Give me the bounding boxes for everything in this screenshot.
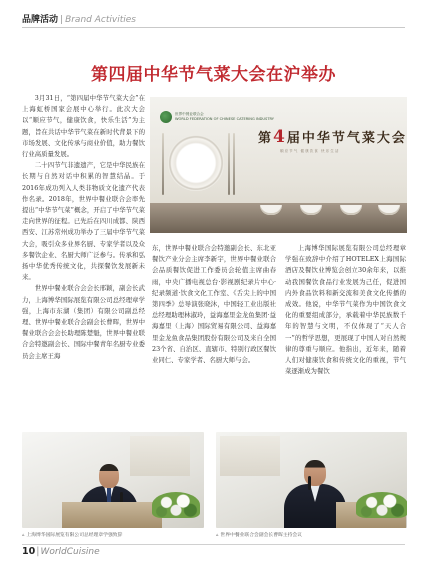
federation-logo-icon	[160, 111, 172, 123]
photo-caption-2	[216, 531, 302, 538]
page-number: 10	[22, 546, 36, 557]
paragraph: 3月31日，“第四届中华节气菜大会”在上海虹桥国家会展中心举行。此次大会以“顺应节气，健康饮食，快乐生活”为主题，旨在共话中华节气菜在新时代背景下的市场发展、文化传承与商业价值，助力餐饮行业高质量发展。	[22, 94, 145, 159]
speaker-photo-2	[216, 432, 407, 528]
footer-divider: |	[36, 546, 40, 557]
page-footer	[22, 546, 100, 557]
section-header	[22, 12, 136, 25]
caption-text: 世界中餐业联合会副会长曹晖主持会议	[220, 533, 302, 538]
backdrop-screen	[220, 436, 280, 476]
article-column-1	[22, 93, 145, 362]
banner-title-number: 4	[273, 127, 287, 147]
speaker-head	[99, 464, 119, 488]
event-banner-photo	[150, 97, 407, 233]
knife-icon	[162, 133, 164, 195]
banner-title-prefix: 第	[258, 131, 274, 146]
footer-rule	[22, 544, 405, 545]
article-headline: 第四届中华节气菜大会在沪举办	[91, 65, 336, 85]
article-column-2	[152, 243, 276, 366]
photo-caption-1	[22, 531, 122, 538]
microphone-icon	[308, 476, 311, 490]
caption-text: 上海博华国际展览有限公司总经理章学强致辞	[26, 533, 123, 538]
paragraph: 上海博华国际展览有限公司总经理章学强在致辞中介绍了HOTELEX上海国际酒店及餐饮业博览会创立30余年来，以推动我国餐饮食品行业发展为己任，促进国内外食品饮料和新交流和美食文化传播的成效。他说，中华节气菜作为中国饮食文化的重要组成部分，承载着中华民族数千年的智慧与文明，不仅体现了“天人合一”的哲学思想，更展现了中国人对自然规律的尊重与顺应。他指出，近年来，随着人们对健康饮食和传统文化的重视，节气菜逐渐成为餐饮	[285, 244, 406, 376]
magazine-name: WorldCuisine	[40, 547, 100, 557]
federation-logo-text: 世界中餐业联合会 WORLD FEDERATION OF CHINESE CATERING INDUSTRY	[175, 112, 274, 121]
section-title: 品牌活动	[22, 15, 59, 25]
section-divider: |	[60, 15, 64, 25]
header-rule	[22, 27, 405, 28]
section-title-english: Brand Activities	[65, 15, 136, 25]
backdrop-screen	[130, 436, 190, 476]
spoon-icon	[233, 133, 235, 195]
article-column-3	[285, 243, 406, 377]
caption-triangle-icon: ▵	[216, 533, 219, 538]
flower-arrangement	[152, 492, 200, 518]
banner-tagline: 顺应节气 健康饮食 快乐生活	[280, 149, 340, 153]
caption-triangle-icon: ▵	[22, 533, 25, 538]
fork-icon	[228, 133, 230, 195]
banner-title	[258, 127, 407, 147]
podium	[62, 502, 162, 528]
banner-title-suffix: 届中华节气菜大会	[286, 131, 407, 146]
paragraph: 二十四节气非遗遗产，它是中华民族在长期与自然对话中积累的智慧结晶。于2016年成功列入人类非物质文化遗产代表作名录。2018年，世界中餐业联合会率先提出“中华节气菜”概念，开启了中华节气菜走向世界的征程。已先后在四川成都、陕西西安、江苏常州成功举办了三届中华节气菜大会，吸引众多业界名厨、专家学者以及众多餐饮企业、名厨大师广泛参与。传承和弘扬中华优秀传统文化，共探餐饮发展新未来。	[22, 161, 145, 282]
speaker-photo-1	[22, 432, 204, 528]
paragraph: 东，世界中餐业联合会特邀副会长、东北亚餐饮产业分会主席李新宇，世界中餐业联合会品质餐饮促进工作委员会轮值主席曲春雨，中央广播电视总台·影视剧纪录片中心·纪录频道·饮食文化工作室、《舌尖上的中国第四季》总导演张晓沐，中国轻工业出版社总经理助理林淑玲，益海嘉里金龙鱼集团·益海嘉里（上海）国际贸易有限公司、益海嘉里金龙鱼食品集团股份有限公司及来自全国23个省、自治区、直辖市、特别行政区餐饮业同仁、专家学者、名厨大师与会。	[152, 244, 276, 365]
plate-icon	[168, 135, 224, 191]
flower-arrangement	[356, 492, 407, 518]
paragraph: 世界中餐业联合会会长邢颖，副会长武力，上海博华国际展览有限公司总经理章学强，上海市东湖（集团）有限公司副总经理、世界中餐业联合会副会长曹晖，世界中餐业联合会会长助理陈楚魁，世界中餐业联合会特邀副会长、国际中餐青年名厨专业委员会主席王海	[22, 284, 145, 360]
